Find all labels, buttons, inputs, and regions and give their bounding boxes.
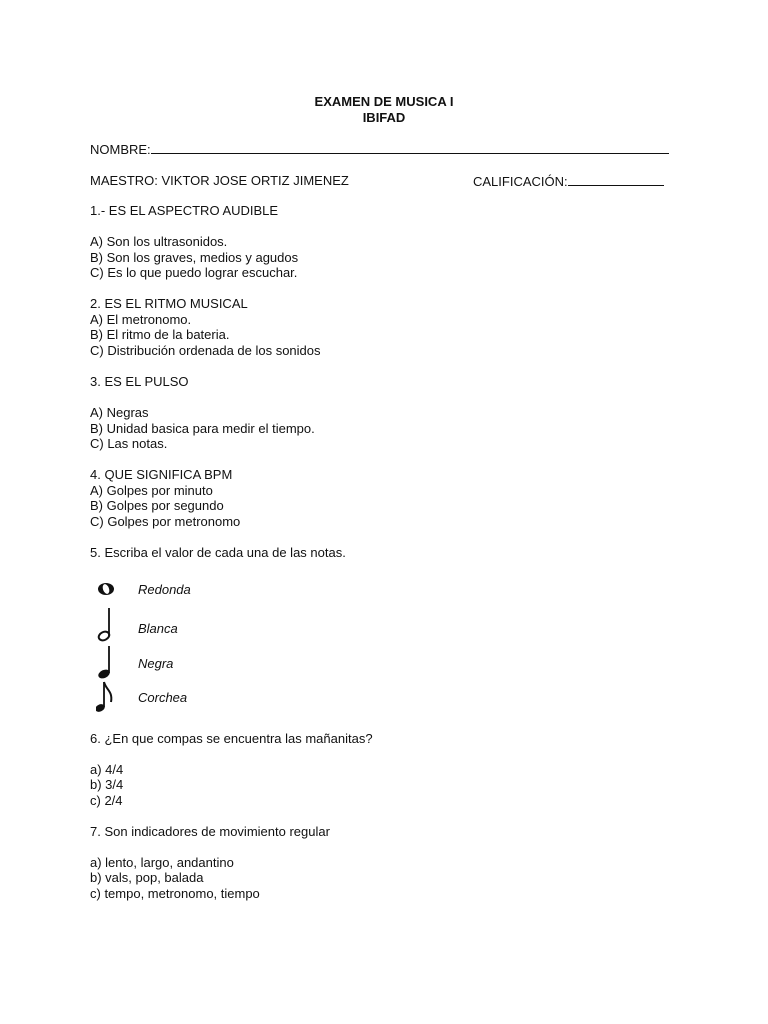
note-label-blanca: Blanca (138, 621, 178, 636)
teacher-label: MAESTRO: VIKTOR JOSE ORTIZ JIMENEZ (90, 173, 349, 188)
q7-option-a: a) lento, largo, andantino (90, 855, 234, 870)
question-1: 1.- ES EL ASPECTRO AUDIBLE (90, 203, 279, 218)
question-7: 7. Son indicadores de movimiento regular (90, 824, 330, 839)
grade-label: CALIFICACIÓN: (473, 174, 568, 189)
grade-blank[interactable] (568, 173, 664, 186)
name-blank[interactable] (151, 141, 669, 154)
note-label-redonda: Redonda (138, 582, 191, 597)
q1-option-b: B) Son los graves, medios y agudos (90, 250, 299, 265)
q2-option-a: A) El metronomo. (90, 312, 192, 327)
q1-option-a: A) Son los ultrasonidos. (90, 234, 228, 249)
question-2: 2. ES EL RITMO MUSICAL (90, 296, 248, 311)
quarter-note-icon (96, 644, 126, 682)
question-6: 6. ¿En que compas se encuentra las mañanitas? (90, 731, 373, 746)
exam-title: EXAMEN DE MUSICA I (314, 94, 454, 109)
whole-note-icon (96, 577, 126, 605)
exam-subtitle: IBIFAD (362, 110, 406, 125)
note-label-negra: Negra (138, 656, 174, 671)
grade-field (473, 173, 664, 190)
eighth-note-icon (96, 680, 126, 716)
q7-option-b: b) vals, pop, balada (90, 870, 204, 885)
name-field (90, 141, 669, 158)
question-4: 4. QUE SIGNIFICA BPM (90, 467, 233, 482)
q3-option-c: C) Las notas. (90, 436, 168, 451)
q4-option-c: C) Golpes por metronomo (90, 514, 241, 529)
note-label-corchea: Corchea (138, 690, 188, 705)
q3-option-b: B) Unidad basica para medir el tiempo. (90, 421, 315, 436)
question-5: 5. Escriba el valor de cada una de las notas. (90, 545, 346, 560)
q6-option-a: a) 4/4 (90, 762, 124, 777)
question-3: 3. ES EL PULSO (90, 374, 189, 389)
q7-option-c: c) tempo, metronomo, tiempo (90, 886, 260, 901)
name-label: NOMBRE: (90, 142, 151, 157)
q4-option-a: A) Golpes por minuto (90, 483, 213, 498)
q6-option-c: c) 2/4 (90, 793, 123, 808)
q6-option-b: b) 3/4 (90, 777, 124, 792)
q1-option-c: C) Es lo que puedo lograr escuchar. (90, 265, 298, 280)
half-note-icon (96, 606, 126, 644)
q2-option-c: C) Distribución ordenada de los sonidos (90, 343, 321, 358)
q4-option-b: B) Golpes por segundo (90, 498, 224, 513)
q3-option-a: A) Negras (90, 405, 149, 420)
q2-option-b: B) El ritmo de la bateria. (90, 327, 230, 342)
